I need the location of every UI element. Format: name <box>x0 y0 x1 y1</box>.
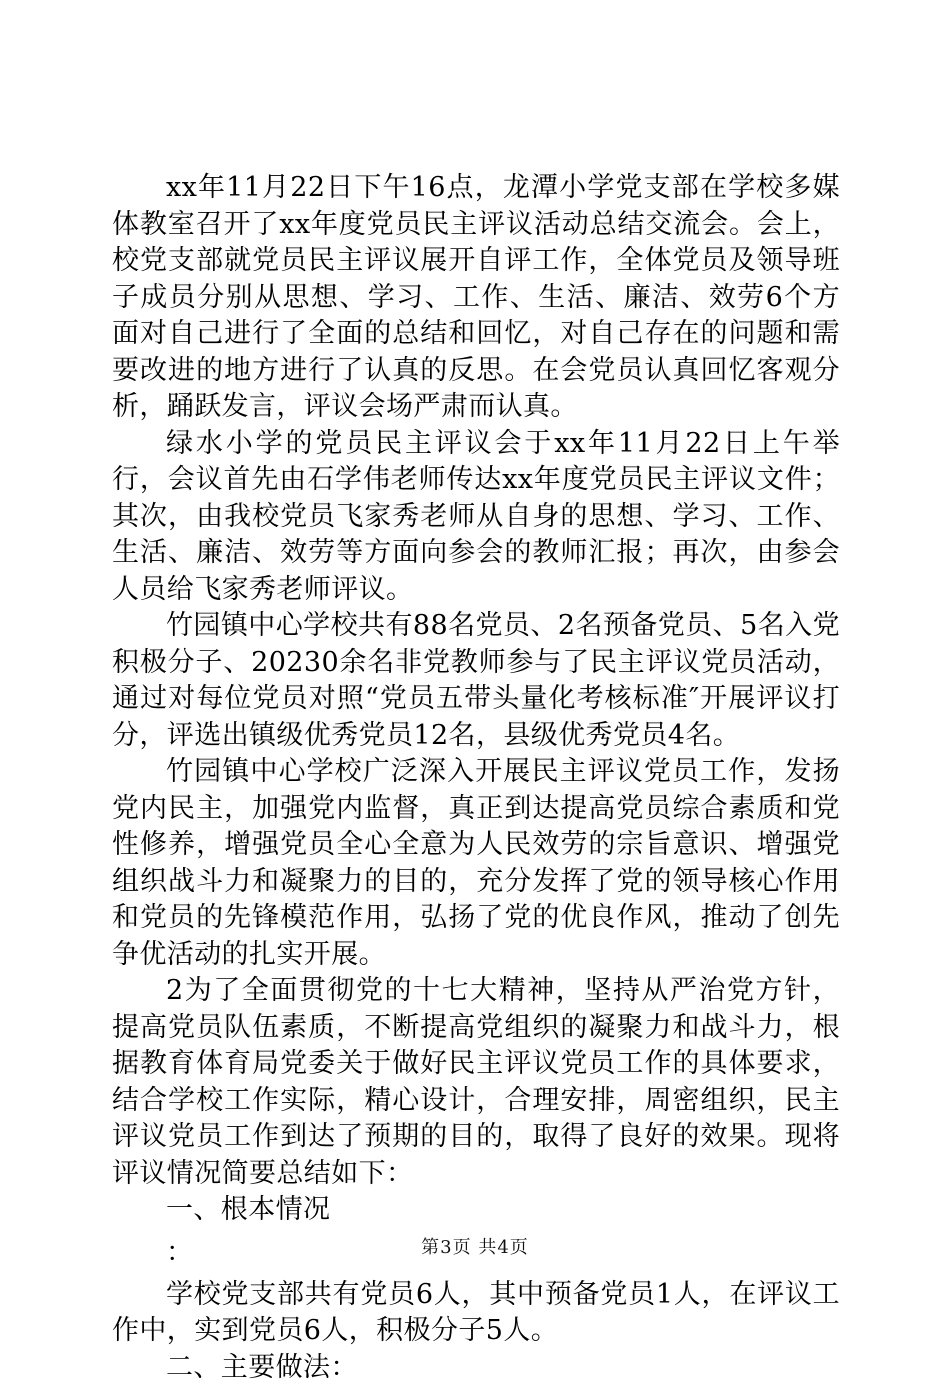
page-number-indicator: 第3页 共4页 <box>421 1237 529 1258</box>
paragraph-party-members-count: 学校党支部共有党员6人，其中预备党员1人，在评议工作中，实到党员6人，积极分子5人。 <box>112 1277 840 1350</box>
section-heading-main-practices: 二、主要做法： <box>112 1350 840 1386</box>
paragraph-zhuyuan-statistics: 竹园镇中心学校共有88名党员、2名预备党员、5名入党积极分子、20230余名非党教师参与了民主评议党员活动，通过对每位党员对照“党员五带头量化考核标准″开展评议打分，评选出镇级优秀党员12名，县级优秀党员4名。 <box>112 608 840 754</box>
paragraph-summary-intro: 2为了全面贯彻党的十七大精神，坚持从严治党方针，提高党员队伍素质，不断提高党组织的凝聚力和战斗力，根据教育体育局党委关于做好民主评议党员工作的具体要求，结合学校工作实际，精心设计，合理安排，周密组织，民主评议党员工作到达了预期的目的，取得了良好的效果。现将评议情况简要总结如下： <box>112 973 840 1192</box>
section-heading-basic-situation: 一、根本情况 <box>112 1192 840 1229</box>
document-body <box>112 170 840 1386</box>
paragraph-longtan-meeting: xx年11月22日下午16点，龙潭小学党支部在学校多媒体教室召开了xx年度党员民主评议活动总结交流会。会上，校党支部就党员民主评议展开自评工作，全体党员及领导班子成员分别从思想、学习、工作、生活、廉洁、效劳6个方面对自己进行了全面的总结和回忆，对自己存在的问题和需要改进的地方进行了认真的反思。在会党员认真回忆客观分析，踊跃发言，评议会场严肃而认真。 <box>112 170 840 426</box>
page-footer <box>0 1236 950 1260</box>
paragraph-zhuyuan-work: 竹园镇中心学校广泛深入开展民主评议党员工作，发扬党内民主，加强党内监督，真正到达提高党员综合素质和党性修养，增强党员全心全意为人民效劳的宗旨意识、增强党组织战斗力和凝聚力的目的，充分发挥了党的领导核心作用和党员的先锋模范作用，弘扬了党的优良作风，推动了创先争优活动的扎实开展。 <box>112 754 840 973</box>
paragraph-lvshui-meeting: 绿水小学的党员民主评议会于xx年11月22日上午举行，会议首先由石学伟老师传达xx年度党员民主评议文件；其次，由我校党员飞家秀老师从自身的思想、学习、工作、生活、廉洁、效劳等方面向参会的教师汇报；再次，由参会人员给飞家秀老师评议。 <box>112 426 840 609</box>
stray-colon: ： <box>112 1229 840 1277</box>
